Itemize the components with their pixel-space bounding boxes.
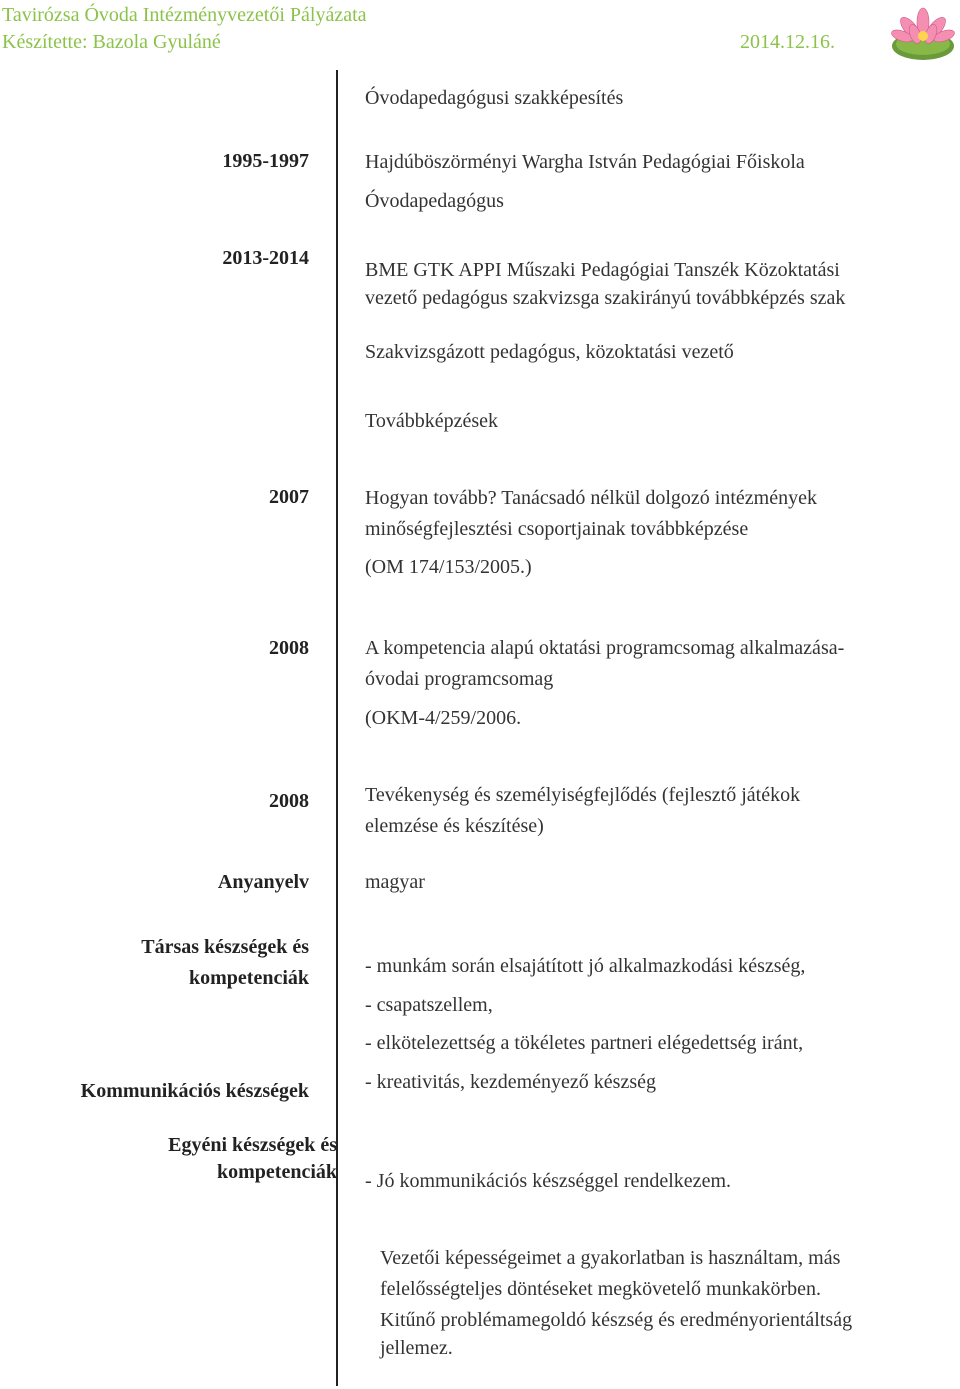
personal-skill-line-4: jellemez. <box>380 1337 453 1359</box>
training-3-line-1: Tevékenység és személyiségfejlődés (fejlesztő játékok <box>365 784 801 806</box>
water-lily-icon <box>890 6 956 62</box>
header-title: Tavirózsa Óvoda Intézményvezetői Pályázata <box>2 4 367 26</box>
personal-skill-line-2: felelősségteljes döntéseket megkövetelő munkakörben. <box>380 1278 821 1300</box>
training-1-code: (OM 174/153/2005.) <box>365 556 532 578</box>
section-trainings: Továbbképzések <box>365 410 498 432</box>
label-personal-skills-1: Egyéni készségek és <box>168 1134 337 1156</box>
label-personal-skills-2: kompetenciák <box>217 1161 337 1183</box>
year-2013-2014: 2013-2014 <box>222 247 309 269</box>
year-2007: 2007 <box>269 486 309 508</box>
social-skill-1: - munkám során elsajátított jó alkalmazkodási készség, <box>365 955 806 977</box>
training-1-line-1: Hogyan tovább? Tanácsadó nélkül dolgozó intézmények <box>365 487 817 509</box>
training-2-line-2: óvodai programcsomag <box>365 668 554 690</box>
training-2-line-1: A kompetencia alapú oktatási programcsomag alkalmazása- <box>365 637 845 659</box>
year-2008-a: 2008 <box>269 637 309 659</box>
training-1-line-2: minőségfejlesztési csoportjainak továbbképzése <box>365 518 749 540</box>
communication-skill: - Jó kommunikációs készséggel rendelkezem. <box>365 1170 731 1192</box>
label-social-skills-1: Társas készségek és <box>141 936 309 958</box>
training-3-line-2: elemzése és készítése) <box>365 815 544 837</box>
header-date: 2014.12.16. <box>740 31 835 53</box>
personal-skill-line-3: Kitűnő problémamegoldó készség és eredményorientáltság <box>380 1309 853 1331</box>
social-skill-3: - elkötelezettség a tökéletes partneri elégedettség iránt, <box>365 1032 804 1054</box>
degree-2: Szakvizsgázott pedagógus, közoktatási vezető <box>365 341 734 363</box>
year-2008-b: 2008 <box>269 790 309 812</box>
degree-1: Óvodapedagógus <box>365 190 504 212</box>
school-2-line-1: BME GTK APPI Műszaki Pedagógiai Tanszék Közoktatási <box>365 259 840 281</box>
school-2-line-2: vezető pedagógus szakvizsga szakirányú továbbképzés szak <box>365 287 846 309</box>
training-2-code: (OKM-4/259/2006. <box>365 707 522 729</box>
vertical-divider <box>336 70 338 1386</box>
label-social-skills-2: kompetenciák <box>189 967 309 989</box>
school-1: Hajdúböszörményi Wargha István Pedagógiai Főiskola <box>365 151 805 173</box>
year-1995-1997: 1995-1997 <box>222 150 309 172</box>
social-skill-4: - kreativitás, kezdeményező készség <box>365 1071 656 1093</box>
section-kindergarten-qualification: Óvodapedagógusi szakképesítés <box>365 87 624 109</box>
label-mother-tongue: Anyanyelv <box>217 871 309 893</box>
header-author: Készítette: Bazola Gyuláné <box>2 31 221 53</box>
social-skill-2: - csapatszellem, <box>365 994 493 1016</box>
label-communication-skills: Kommunikációs készségek <box>80 1080 309 1102</box>
mother-tongue-value: magyar <box>365 871 425 893</box>
personal-skill-line-1: Vezetői képességeimet a gyakorlatban is használtam, más <box>380 1247 841 1269</box>
